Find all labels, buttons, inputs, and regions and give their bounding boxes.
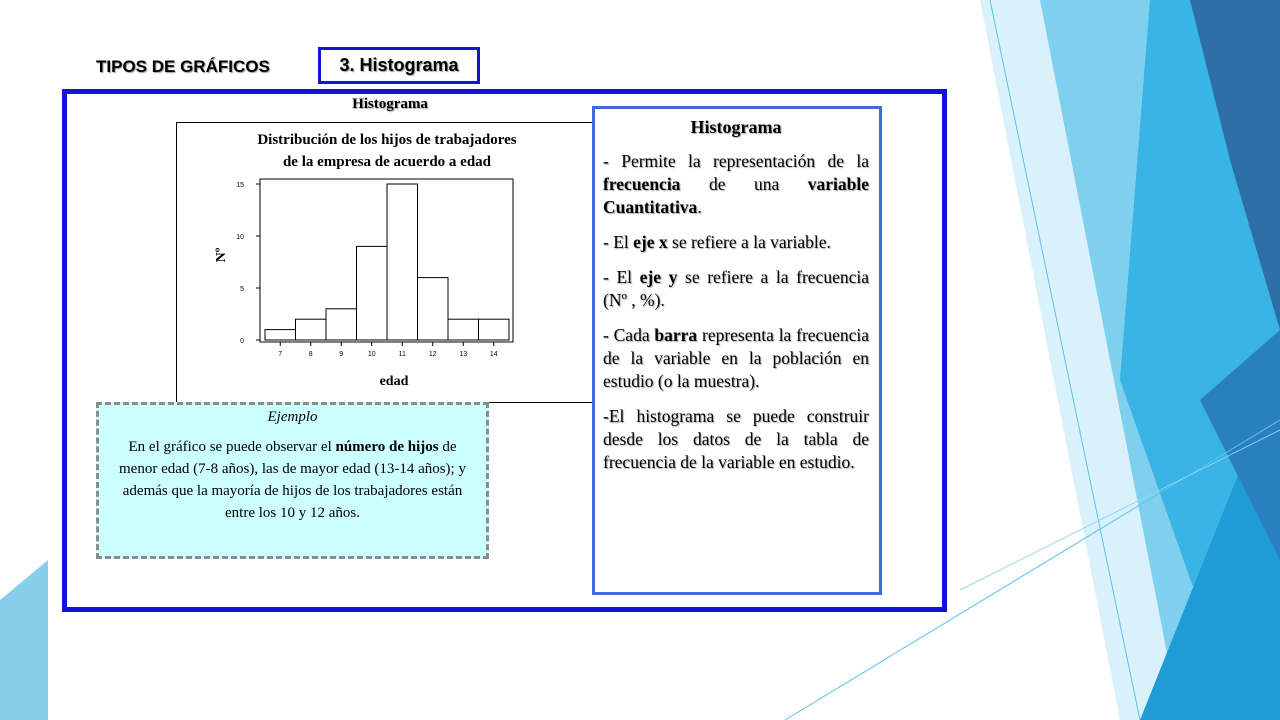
- histogram-svg: [177, 123, 596, 402]
- x-axis: [278, 342, 497, 358]
- info-paragraph-2: - El eje x se refiere a la variable.: [603, 232, 831, 252]
- example-text: En el gráfico se puede observar el número de hijos de menor edad (7-8 años), las de mayor edad (13-14 años); y además que la mayoría de hijos de los trabajadores están entre los 10 y 12 años.: [119, 439, 466, 521]
- y-tick-label-15: 15: [236, 182, 244, 189]
- info-paragraph-4: - Cada barra representa la frecuencia de la variable en la población en estudio (o la muestra).: [603, 325, 869, 391]
- x-tick-label-11: 11: [398, 351, 406, 358]
- chart-title-line2: de la empresa de acuerdo a edad: [282, 154, 492, 170]
- y-tick-label-10: 10: [236, 234, 244, 241]
- bar-7: [265, 330, 296, 340]
- chart-title-line1: Distribución de los hijos de trabajadores: [257, 132, 517, 148]
- section-subtitle: 3. Histograma: [318, 47, 480, 84]
- bar-10: [357, 246, 388, 340]
- chart-caption: Histograma: [352, 96, 428, 112]
- info-paragraph-3: - El eje y se refiere a la frecuencia (Nº , %).: [603, 267, 869, 310]
- x-tick-label-8: 8: [308, 351, 313, 358]
- bar-12: [418, 278, 449, 340]
- y-tick-label-5: 5: [240, 286, 244, 293]
- x-tick-label-7: 7: [278, 351, 283, 358]
- x-tick-label-9: 9: [339, 351, 344, 358]
- example-title: Ejemplo: [267, 409, 318, 425]
- left-accent-shape: [0, 560, 48, 720]
- y-tick-label-0: 0: [240, 338, 244, 345]
- bar-14: [479, 319, 510, 340]
- info-title: Histograma: [690, 117, 782, 137]
- y-axis: [236, 182, 260, 345]
- histogram-chart: [176, 122, 597, 403]
- x-tick-label-12: 12: [428, 351, 437, 358]
- example-box: [96, 402, 489, 559]
- x-axis-label: edad: [379, 374, 409, 389]
- y-axis-label: Nº: [214, 247, 229, 263]
- bar-9: [326, 309, 357, 340]
- info-panel: [592, 106, 882, 595]
- info-paragraph-5: -El histograma se puede construir desde los datos de la tabla de frecuencia de la variable en estudio.: [603, 406, 869, 472]
- x-tick-label-10: 10: [367, 351, 376, 358]
- bar-11: [387, 184, 418, 340]
- bars-group: [265, 184, 509, 340]
- x-tick-label-14: 14: [489, 351, 498, 358]
- x-tick-label-13: 13: [459, 351, 468, 358]
- bar-13: [448, 319, 479, 340]
- bar-8: [296, 319, 327, 340]
- page-title: TIPOS DE GRÁFICOS: [96, 57, 270, 76]
- info-paragraph-1: - Permite la representación de la frecuencia de una variable Cuantitativa.: [603, 151, 869, 217]
